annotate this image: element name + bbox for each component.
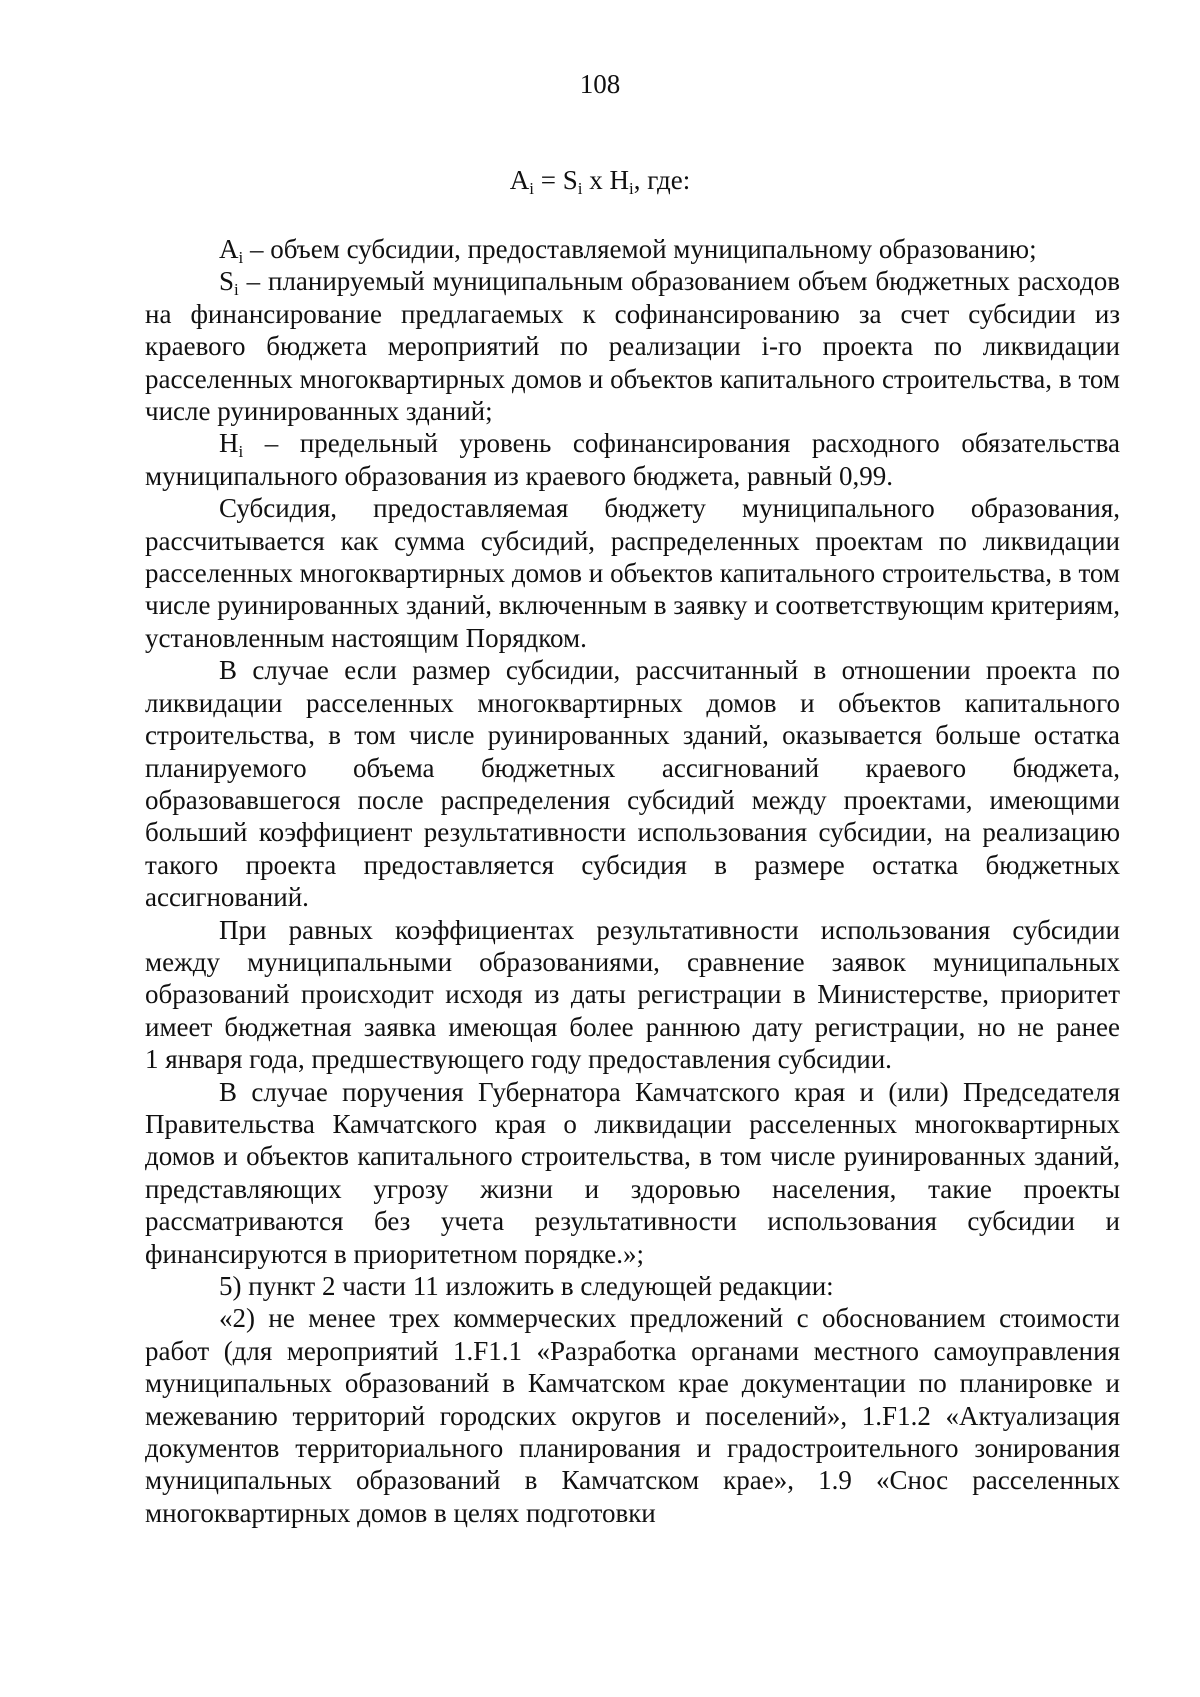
formula-times: x <box>582 165 610 195</box>
definition-s-sub: i <box>234 280 239 300</box>
definition-h-sub: i <box>238 442 244 462</box>
formula-eq: = <box>534 165 563 195</box>
formula <box>0 164 1200 196</box>
paragraph-commercial-offers: «2) не менее трех коммерческих предложений с обоснованием стоимости работ (для мероприятий 1.F1.1 «Разработка органами местного самоуправления муниципальных образований в Камчатском крае документации по планировке и межеванию территорий городских округов и поселений», 1.F1.2 «Актуализация документов территориального планирования и градостроительного зонирования муниципальных образований в Камчатском крае», 1.9 «Снос расселенных многоквартирных домов в целях подготовки <box>145 1303 1120 1528</box>
formula-s-sub: i <box>577 179 583 198</box>
formula-h-sub: i <box>629 179 634 198</box>
definition-a <box>145 233 1120 265</box>
paragraph-remaining-allocation: В случае если размер субсидии, рассчитанный в отношении проекта по ликвидации расселенных многоквартирных домов и объектов капитального строительства, в том числе руинированных зданий, оказывается больше остатка планируемого объема бюджетных ассигнований краевого бюджета, образовавшегося после распределения субсидий между проектами, имеющими больший коэффициент результативности использования субсидии, на реализацию такого проекта предоставляется субсидия в размере остатка бюджетных ассигнований. <box>145 655 1120 913</box>
definition-h-var: H <box>219 428 239 459</box>
formula-a: A <box>509 165 530 195</box>
paragraph-governor-order: В случае поручения Губернатора Камчатского края и (или) Председателя Правительства Камчатского края о ликвидации расселенных многоквартирных домов и объектов капитального строительства, в том числе руинированных зданий, представляющих угрозу жизни и здоровью населения, такие проекты рассматриваются без учета результативности использования субсидии и финансируются в приоритетном порядке.»; <box>145 1076 1120 1269</box>
formula-h: H <box>609 165 630 195</box>
definition-h-text: – предельный уровень софинансирования расходного обязательства муниципального образования из краевого бюджета, равный 0,99. <box>145 428 1120 491</box>
definition-s-var: S <box>219 266 235 297</box>
definition-a-var: A <box>219 234 239 264</box>
definition-h <box>145 427 1120 492</box>
paragraph-equal-coefficients: При равных коэффициентах результативности использования субсидии между муниципальными образованиями, сравнение заявок муниципальных образований происходит исходя из даты регистрации в Министерстве, приоритет имеет бюджетная заявка имеющая более раннюю дату регистрации, но не ранее <box>145 914 1120 1042</box>
body-text <box>145 233 1120 1529</box>
formula-s: S <box>562 165 578 195</box>
page-number: 108 <box>579 69 621 99</box>
formula-a-sub: i <box>529 179 535 198</box>
definition-a-text: – объем субсидии, предоставляемой муниципальному образованию; <box>243 234 1037 264</box>
definition-s <box>145 265 1120 427</box>
paragraph-subsidy-calculation: Субсидия, предоставляемая бюджету муниципального образования, рассчитывается как сумма субсидий, распределенных проектам по ликвидации расселенных многоквартирных домов и объектов капитального строительства, в том числе руинированных зданий, включенным в заявку и соответствующим критериям, установленным настоящим Порядком. <box>145 493 1120 653</box>
paragraph-equal-coefficients-end: 1 января года, предшествующего году предоставления субсидии. <box>145 1044 892 1075</box>
definition-a-sub: i <box>238 248 244 267</box>
formula-tail: , где: <box>633 165 691 195</box>
definition-s-text: – планируемый муниципальным образованием объем бюджетных расходов на финансирование предлагаемых к софинансированию за счет субсидии из краевого бюджета мероприятий по реализации i-го проекта по ликвидации расселенных многоквартирных домов и объектов капитального строительства, в том числе руинированных зданий; <box>145 266 1120 427</box>
paragraph-item-5: 5) пункт 2 части 11 изложить в следующей редакции: <box>219 1271 834 1301</box>
